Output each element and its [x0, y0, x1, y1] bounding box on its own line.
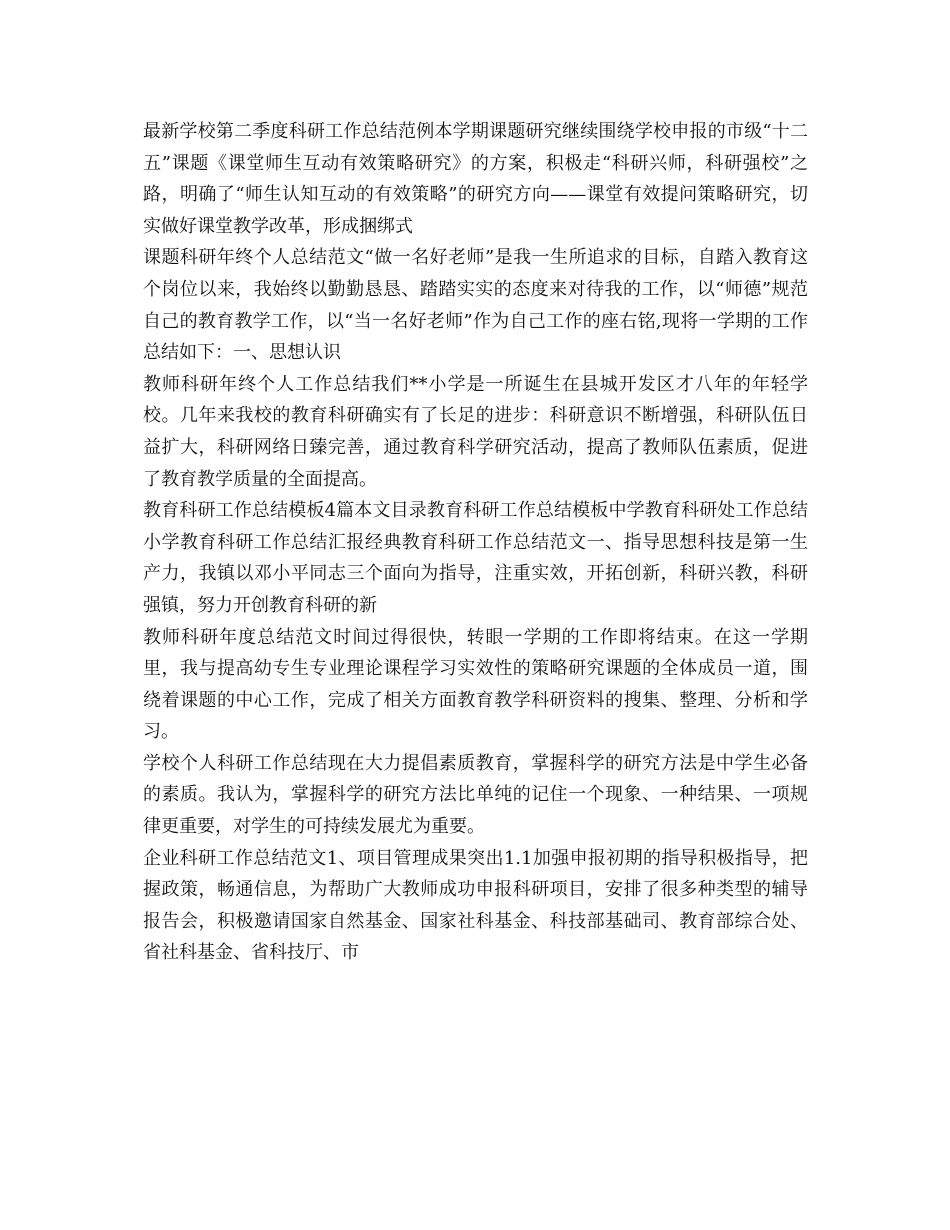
paragraph-4: 教育科研工作总结模板4篇本文目录教育科研工作总结模板中学教育科研处工作总结小学教育科研工作总结汇报经典教育科研工作总结范文一、指导思想科技是第一生产力，我镇以邓小平同志三个面向为指导，注重实效，开拓创新，科研兴教，科研强镇，努力开创教育科研的新 — [143, 500, 808, 616]
document-body — [143, 116, 808, 969]
paragraph-2: 课题科研年终个人总结范文“做一名好老师”是我一生所追求的目标，自踏入教育这个岗位以来，我始终以勤勤恳恳、踏踏实实的态度来对待我的工作，以“师德”规范自己的教育教学工作，以“当一名好老师”作为自己工作的座右铭,现将一学期的工作总结如下：一、思想认识 — [143, 247, 808, 364]
paragraph-3: 教师科研年终个人工作总结我们**小学是一所诞生在县城开发区才八年的年轻学校。几年来我校的教育科研确实有了长足的进步：科研意识不断增强，科研队伍日益扩大，科研网络日臻完善，通过教育科学研究活动，提高了教师队伍素质，促进了教育教学质量的全面提高。 — [143, 373, 808, 490]
paragraph-1: 最新学校第二季度科研工作总结范例本学期课题研究继续围绕学校申报的市级“十二五”课题《课堂师生互动有效策略研究》的方案，积极走“科研兴师，科研强校”之路，明确了“师生认知互动的有效策略”的研究方向——课堂有效提问策略研究，切实做好课堂教学改革，形成捆绑式 — [143, 121, 808, 237]
paragraph-6: 学校个人科研工作总结现在大力提倡素质教育，掌握科学的研究方法是中学生必备的素质。我认为，掌握科学的研究方法比单纯的记住一个现象、一种结果、一项规律更重要，对学生的可持续发展尤为重要。 — [143, 752, 808, 838]
paragraph-5: 教师科研年度总结范文时间过得很快，转眼一学期的工作即将结束。在这一学期里，我与提高幼专生专业理论课程学习实效性的策略研究课题的全体成员一道，围绕着课题的中心工作，完成了相关方面教育教学科研资料的搜集、整理、分析和学习。 — [143, 626, 808, 743]
paragraph-7: 企业科研工作总结范文1、项目管理成果突出1.1加强申报初期的指导积极指导，把握政策，畅通信息，为帮助广大教师成功申报科研项目，安排了很多种类型的辅导报告会，积极邀请国家自然基金、国家社科基金、科技部基础司、教育部综合处、省社科基金、省科技厅、市 — [143, 847, 808, 964]
